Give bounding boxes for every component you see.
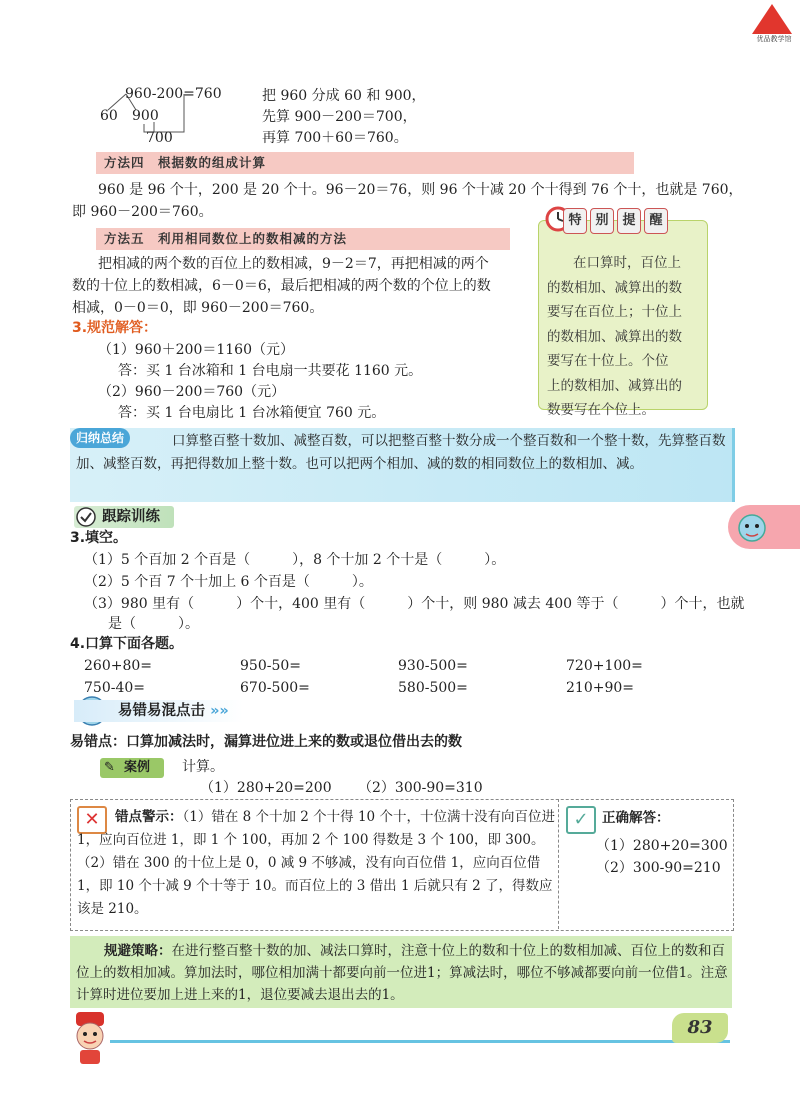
pencil-icon: ✎ bbox=[104, 760, 115, 775]
split-explain-1: 把 960 分成 60 和 900， bbox=[262, 88, 426, 104]
correct-line-2: （2）300-90=210 bbox=[596, 860, 721, 876]
solution-label: 3.规范解答： bbox=[72, 320, 158, 336]
publisher-logo-text: 优品教学馆 bbox=[756, 35, 792, 43]
case-item-2: （2）300-90=310 bbox=[358, 780, 483, 796]
cross-icon: ✕ bbox=[77, 806, 107, 834]
case-item-1: （1）280+20=200 bbox=[200, 780, 332, 796]
method5-line-2: 数的十位上的数相减，6－0＝6，最后把相减的两个数的个位上的数 bbox=[72, 278, 491, 294]
split-explain-3: 再算 700＋60＝760。 bbox=[262, 130, 408, 146]
q3-title: 3.填空。 bbox=[70, 530, 128, 546]
method5-line-1: 把相减的两个数的百位上的数相减，9－2＝7，再把相减的两个 bbox=[98, 256, 489, 272]
q4-item: 580-500= bbox=[398, 680, 468, 696]
warning-text bbox=[77, 806, 555, 921]
strategy-body: 在进行整百整十数的加、减法口算时，注意十位上的数和十位上的数相加减、百位上的数和百位上的数相加减。算加法时，哪位相加满十都要向前一位进1；算减法时，哪位不够减都要向前一位借1。注意计算时进位要加上进上来的1，退位要减去退出去的1。 bbox=[76, 943, 728, 1003]
strategy-label: 规避策略： bbox=[104, 943, 172, 959]
tip-line: 在口算时，百位上 bbox=[573, 255, 681, 271]
solution-line-3: （2）960－200＝760（元） bbox=[98, 384, 286, 400]
tip-box bbox=[538, 213, 708, 418]
strategy-text bbox=[76, 940, 728, 1006]
split-mid: 900 bbox=[132, 108, 159, 124]
q4-item: 720+100= bbox=[566, 658, 643, 674]
method5-title: 方法五 利用相同数位上的数相减的方法 bbox=[96, 228, 510, 250]
solution-line-4: 答：买 1 台电扇比 1 台冰箱便宜 760 元。 bbox=[118, 405, 386, 421]
method4-title: 方法四 根据数的组成计算 bbox=[96, 152, 634, 174]
q3-line-4: 是（ ）。 bbox=[108, 616, 199, 632]
q3-line-3: （3）980 里有（ ）个十，400 里有（ ）个十，则 980 减去 400 等于（ ）个十，也就 bbox=[84, 596, 745, 612]
q3-line-2: （2）5 个百 7 个十加上 6 个百是（ ）。 bbox=[84, 574, 373, 590]
q4-item: 750-40= bbox=[84, 680, 145, 696]
tip-line: 数要写在个位上。 bbox=[547, 402, 655, 418]
chevrons-icon: »» bbox=[210, 703, 229, 719]
tip-title-char: 醒 bbox=[644, 208, 668, 234]
check-icon: ✓ bbox=[566, 806, 596, 834]
mistake-header-label: 易错易混点击 bbox=[118, 703, 205, 719]
tip-title bbox=[563, 207, 668, 235]
summary-tag: 归纳总结 bbox=[70, 428, 130, 448]
mistake-header bbox=[74, 700, 243, 722]
publisher-logo-icon bbox=[752, 4, 792, 34]
solution-line-2: 答：买 1 台冰箱和 1 台电扇一共要花 1160 元。 bbox=[118, 363, 423, 379]
tip-line: 要写在十位上。个位 bbox=[547, 353, 669, 369]
tip-title-char: 特 bbox=[563, 208, 587, 234]
method5-line-3: 相减，0－0＝0，即 960－200＝760。 bbox=[72, 300, 324, 316]
q4-item: 930-500= bbox=[398, 658, 468, 674]
tip-text bbox=[547, 251, 702, 423]
q4-title: 4.口算下面各题。 bbox=[70, 636, 184, 652]
tip-line: 要写在百位上；十位上 bbox=[547, 304, 682, 320]
pencil-icon bbox=[74, 506, 98, 528]
q4-item: 210+90= bbox=[566, 680, 634, 696]
tip-line: 的数相加、减算出的数 bbox=[547, 279, 682, 296]
q4-item: 950-50= bbox=[240, 658, 301, 674]
trace-header-label: 跟踪训练 bbox=[102, 509, 160, 525]
tip-line: 的数相加、减算出的数 bbox=[547, 328, 682, 345]
summary-text: 口算整百整十数加、减整百数，可以把整百整十数分成一个整百数和一个整十数，先算整百数加、减整百数，再把得数加上整十数。也可以把两个相加、减的数的相同数位上的数相加、减。 bbox=[76, 433, 726, 472]
case-intro: 计算。 bbox=[182, 759, 224, 775]
tip-line: 上的数相加、减算出的 bbox=[547, 377, 682, 394]
dragon-mascot-icon bbox=[734, 508, 770, 546]
split-explain-2: 先算 900－200＝700， bbox=[262, 109, 417, 125]
q4-item: 260+80= bbox=[84, 658, 152, 674]
tip-title-char: 别 bbox=[590, 208, 614, 234]
split-result: 700 bbox=[146, 130, 173, 146]
method4-line-1: 960 是 96 个十，200 是 20 个十。96－20＝76，则 96 个十减 20 个十得到 76 个十，也就是 760， bbox=[98, 182, 743, 198]
trace-header bbox=[74, 506, 174, 528]
page-number: 83 bbox=[672, 1013, 728, 1043]
error-divider bbox=[558, 799, 559, 929]
solution-line-1: （1）960＋200＝1160（元） bbox=[98, 342, 294, 358]
case-tag bbox=[100, 758, 164, 778]
q4-item: 670-500= bbox=[240, 680, 310, 696]
correct-line-1: （1）280+20=300 bbox=[596, 838, 728, 854]
student-mascot-icon bbox=[68, 1010, 112, 1066]
split-left: 60 bbox=[100, 108, 118, 124]
correct-label: 正确解答： bbox=[602, 810, 670, 826]
split-equation: 960-200=760 bbox=[125, 86, 222, 102]
case-tag-label: 案例 bbox=[124, 760, 151, 775]
tip-title-char: 提 bbox=[617, 208, 641, 234]
footer-line bbox=[110, 1040, 730, 1043]
warning-label: 错点警示： bbox=[115, 809, 183, 825]
method4-line-2: 即 960－200＝760。 bbox=[72, 204, 213, 220]
mistake-point: 易错点：口算加减法时，漏算进位进上来的数或退位借出去的数 bbox=[70, 734, 462, 750]
warning-body: （1）错在 8 个十加 2 个十得 10 个十，十位满十没有向百位进 1，应向百位进 1，即 1 个 100，再加 2 个 100 得数是 3 个 100，即 300。（2）错在 300 的十位上是 0，0 减 9 不够减，没有向百位借 1，应向百位借 1，即 10 个十减 9 个十等于 10。而百位上的 3 借出 1 后就只有 2 了，得数应该是 210。 bbox=[77, 809, 555, 917]
q3-line-1: （1）5 个百加 2 个百是（ ），8 个十加 2 个十是（ ）。 bbox=[84, 552, 506, 568]
